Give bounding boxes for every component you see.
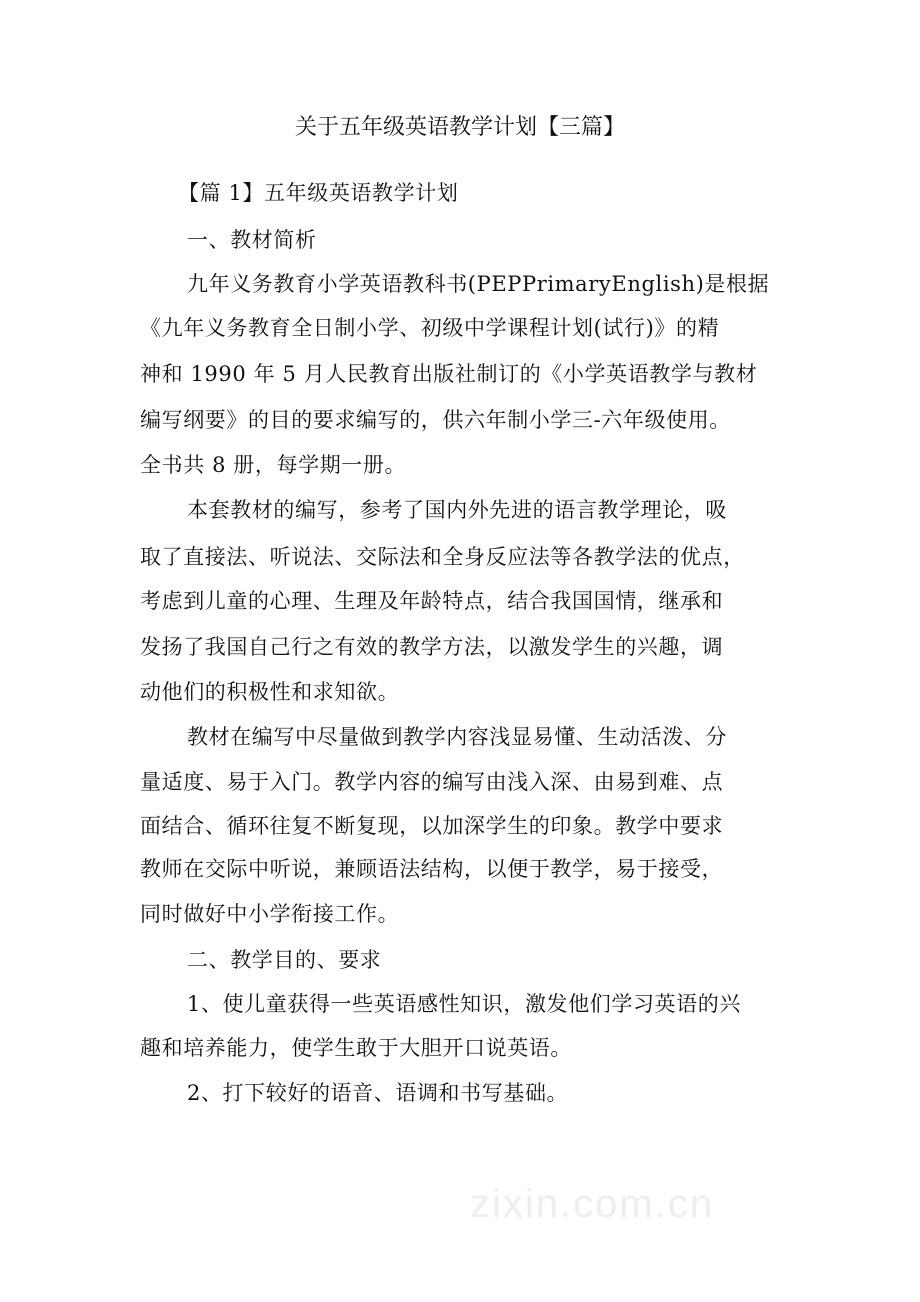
paragraph-line: 面结合、循环往复不断复现，以加深学生的印象。教学中要求 — [140, 814, 724, 838]
subheading: 二、教学目的、要求 — [187, 948, 382, 972]
paragraph-line: 本套教材的编写，参考了国内外先进的语言教学理论，吸 — [187, 498, 727, 522]
paragraph-line: 动他们的积极性和求知欲。 — [140, 680, 400, 704]
paragraph-line: 教师在交际中听说，兼顾语法结构，以便于教学，易于接受， — [140, 857, 724, 881]
paragraph-line: 发扬了我国自己行之有效的教学方法，以激发学生的兴趣，调 — [140, 635, 724, 659]
paragraph-line: 1、使儿童获得一些英语感性知识，激发他们学习英语的兴 — [187, 992, 741, 1016]
paragraph-line: 教材在编写中尽量做到教学内容浅显易懂、生动活泼、分 — [187, 725, 727, 749]
section-heading: 【篇 1】五年级英语教学计划 — [178, 181, 459, 205]
paragraph-line: 2、打下较好的语音、语调和书写基础。 — [187, 1081, 569, 1105]
paragraph-line: 全书共 8 册，每学期一册。 — [140, 453, 407, 477]
paragraph-line: 编写纲要》的目的要求编写的，供六年制小学三-六年级使用。 — [140, 408, 731, 432]
paragraph-line: 取了直接法、听说法、交际法和全身反应法等各教学法的优点， — [140, 545, 745, 569]
paragraph-line: 神和 1990 年 5 月人民教育出版社制订的《小学英语教学与教材 — [140, 362, 758, 386]
paragraph-line: 同时做好中小学衔接工作。 — [140, 902, 400, 926]
watermark: zixin.com.cn — [470, 1182, 715, 1226]
paragraph-line: 量适度、易于入门。教学内容的编写由浅入深、由易到难、点 — [140, 770, 724, 794]
paragraph-line: 九年义务教育小学英语教科书(PEPPrimaryEnglish)是根据 — [187, 272, 770, 296]
paragraph-line: 《九年义务教育全日制小学、初级中学课程计划(试行)》的精 — [140, 316, 720, 340]
paragraph-line: 趣和培养能力，使学生敢于大胆开口说英语。 — [140, 1036, 572, 1060]
document-title: 关于五年级英语教学计划【三篇】 — [294, 115, 625, 140]
subheading: 一、教材简析 — [187, 228, 317, 252]
paragraph-line: 考虑到儿童的心理、生理及年龄特点，结合我国国情，继承和 — [140, 589, 724, 613]
